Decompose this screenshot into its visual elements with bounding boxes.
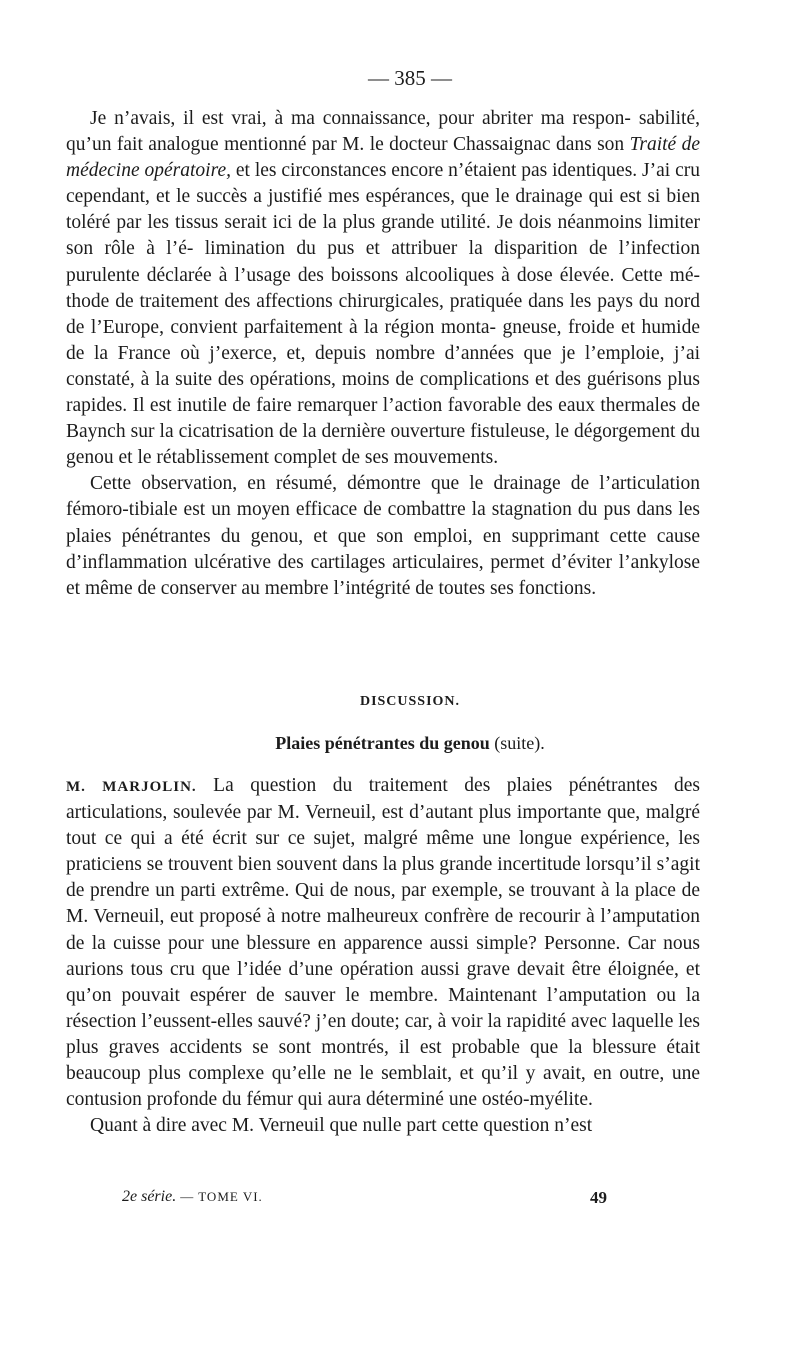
- signature-line: [122, 1188, 622, 1206]
- text-line: et les circonstances encore: [235, 160, 444, 182]
- text-line: pays du nord de l’Europe, convient parfaitement à la région monta-: [66, 290, 701, 338]
- text-line: Je n’avais, il est vrai, à ma connaissance, pour abriter ma respon-: [90, 108, 631, 129]
- body-text-part-1: [66, 106, 700, 602]
- page-number: — 385 —: [368, 66, 452, 90]
- section-subheading: [0, 733, 800, 754]
- text-line: thode de traitement des affections chirurgicales, pratiquée dans les: [66, 290, 592, 312]
- speaker-name: M. MARJOLIN.: [66, 779, 197, 795]
- text-line: moins de complications et des guérisons plus rapides. Il est inutile: [66, 368, 701, 417]
- text-line: du genou et le rétablissement complet de ses mouvements.: [66, 421, 701, 469]
- text-line: espérances, que le drainage qui est si bien toléré par les tissus serait: [66, 186, 700, 234]
- paragraph-chassaignac: [66, 106, 700, 471]
- paragraph-text: La question du traitement des plaies pénétrantes des articulations, soulevée par M. Verneuil, est d’autant plus importante que, malgré tout ce qui a été écrit sur ce sujet, malgré même une longue expérience, les praticiens se trouvent bien souvent dans la plus grande incertitude lorsqu’il s’agit de prendre un parti extrême. Qui de nous, par exemple, se trouvant à la place de M. Verneuil, eut proposé à notre malheureux confrère de recourir à l’amputation de la cuisse pour une blessure en apparence aussi simple? Personne. Car nous aurions tous cru que l’idée d’une opération aussi grave devait être éloignée, et qu’on pouvait espérer de sauver le membre. Maintenant l’amputation ou la résection l’eussent-elles sauvé? j’en doute; car, à voir la rapidité avec laquelle les plus graves accidents se sont montrés, il est probable que la blessure était beaucoup plus complexe qu’elle ne le semblait, et qu’il y avait, en outre, une contusion profonde du fémur qui aura déterminé une ostéo-myélite.: [66, 775, 701, 1111]
- text-line: dans son: [555, 134, 625, 156]
- text-line: d’années que je l’emploie, j’ai constaté, à la suite des opérations,: [66, 342, 701, 390]
- paragraph-continuation: Quant à dire avec M. Verneuil que nulle part cette question n’est: [90, 1115, 593, 1137]
- subheading-title: Plaies pénétrantes du genou: [275, 733, 490, 753]
- folio-number: 49: [590, 1188, 607, 1207]
- text-line: ici de la plus grande utilité. Je dois néanmoins limiter son rôle à l’é-: [66, 212, 701, 260]
- section-heading-discussion: DISCUSSION.: [359, 694, 461, 709]
- paragraph-marjolin: [66, 773, 700, 1113]
- text-line: n’étaient pas identiques. J’ai cru cependant, et le succès a justifié mes: [66, 160, 700, 208]
- text-line: déclarée à l’usage des boissons alcooliques à dose élevée. Cette mé-: [146, 264, 701, 286]
- text-line: sabilité, qu’un fait analogue mentionné par M. le docteur Chassaignac: [66, 108, 701, 156]
- text-line: gneuse, froide et humide de la France où j’exerce, et, depuis nombre: [66, 316, 700, 364]
- text-line: sur la cicatrisation de la dernière ouverture fistuleuse, le dégorgement: [130, 421, 676, 443]
- signature-tome: — TOME VI.: [180, 1189, 263, 1204]
- text-line: de faire remarquer l’action favorable des eaux thermales de Baynch: [66, 395, 701, 443]
- paragraph-summary: Cette observation, en résumé, démontre que le drainage de l’articulation fémoro-tibiale est un moyen efficace de combattre la stagnation du pus dans les plaies pénétrantes du genou, et que son emploi, en supprimant cette cause d’inflammation ulcérative des cartilages articulaires, permet d’éviter l’ankylose et même de conserver au membre l’intégrité de toutes ses fonctions.: [66, 473, 700, 599]
- book-title: Traité de médecine opératoire,: [66, 134, 700, 182]
- text-line: limination du pus et attribuer la disparition de l’infection purulente: [66, 238, 701, 286]
- body-text-part-2: [66, 773, 700, 1139]
- subheading-suffix: (suite).: [494, 733, 545, 753]
- signature-series: 2e série.: [122, 1188, 177, 1205]
